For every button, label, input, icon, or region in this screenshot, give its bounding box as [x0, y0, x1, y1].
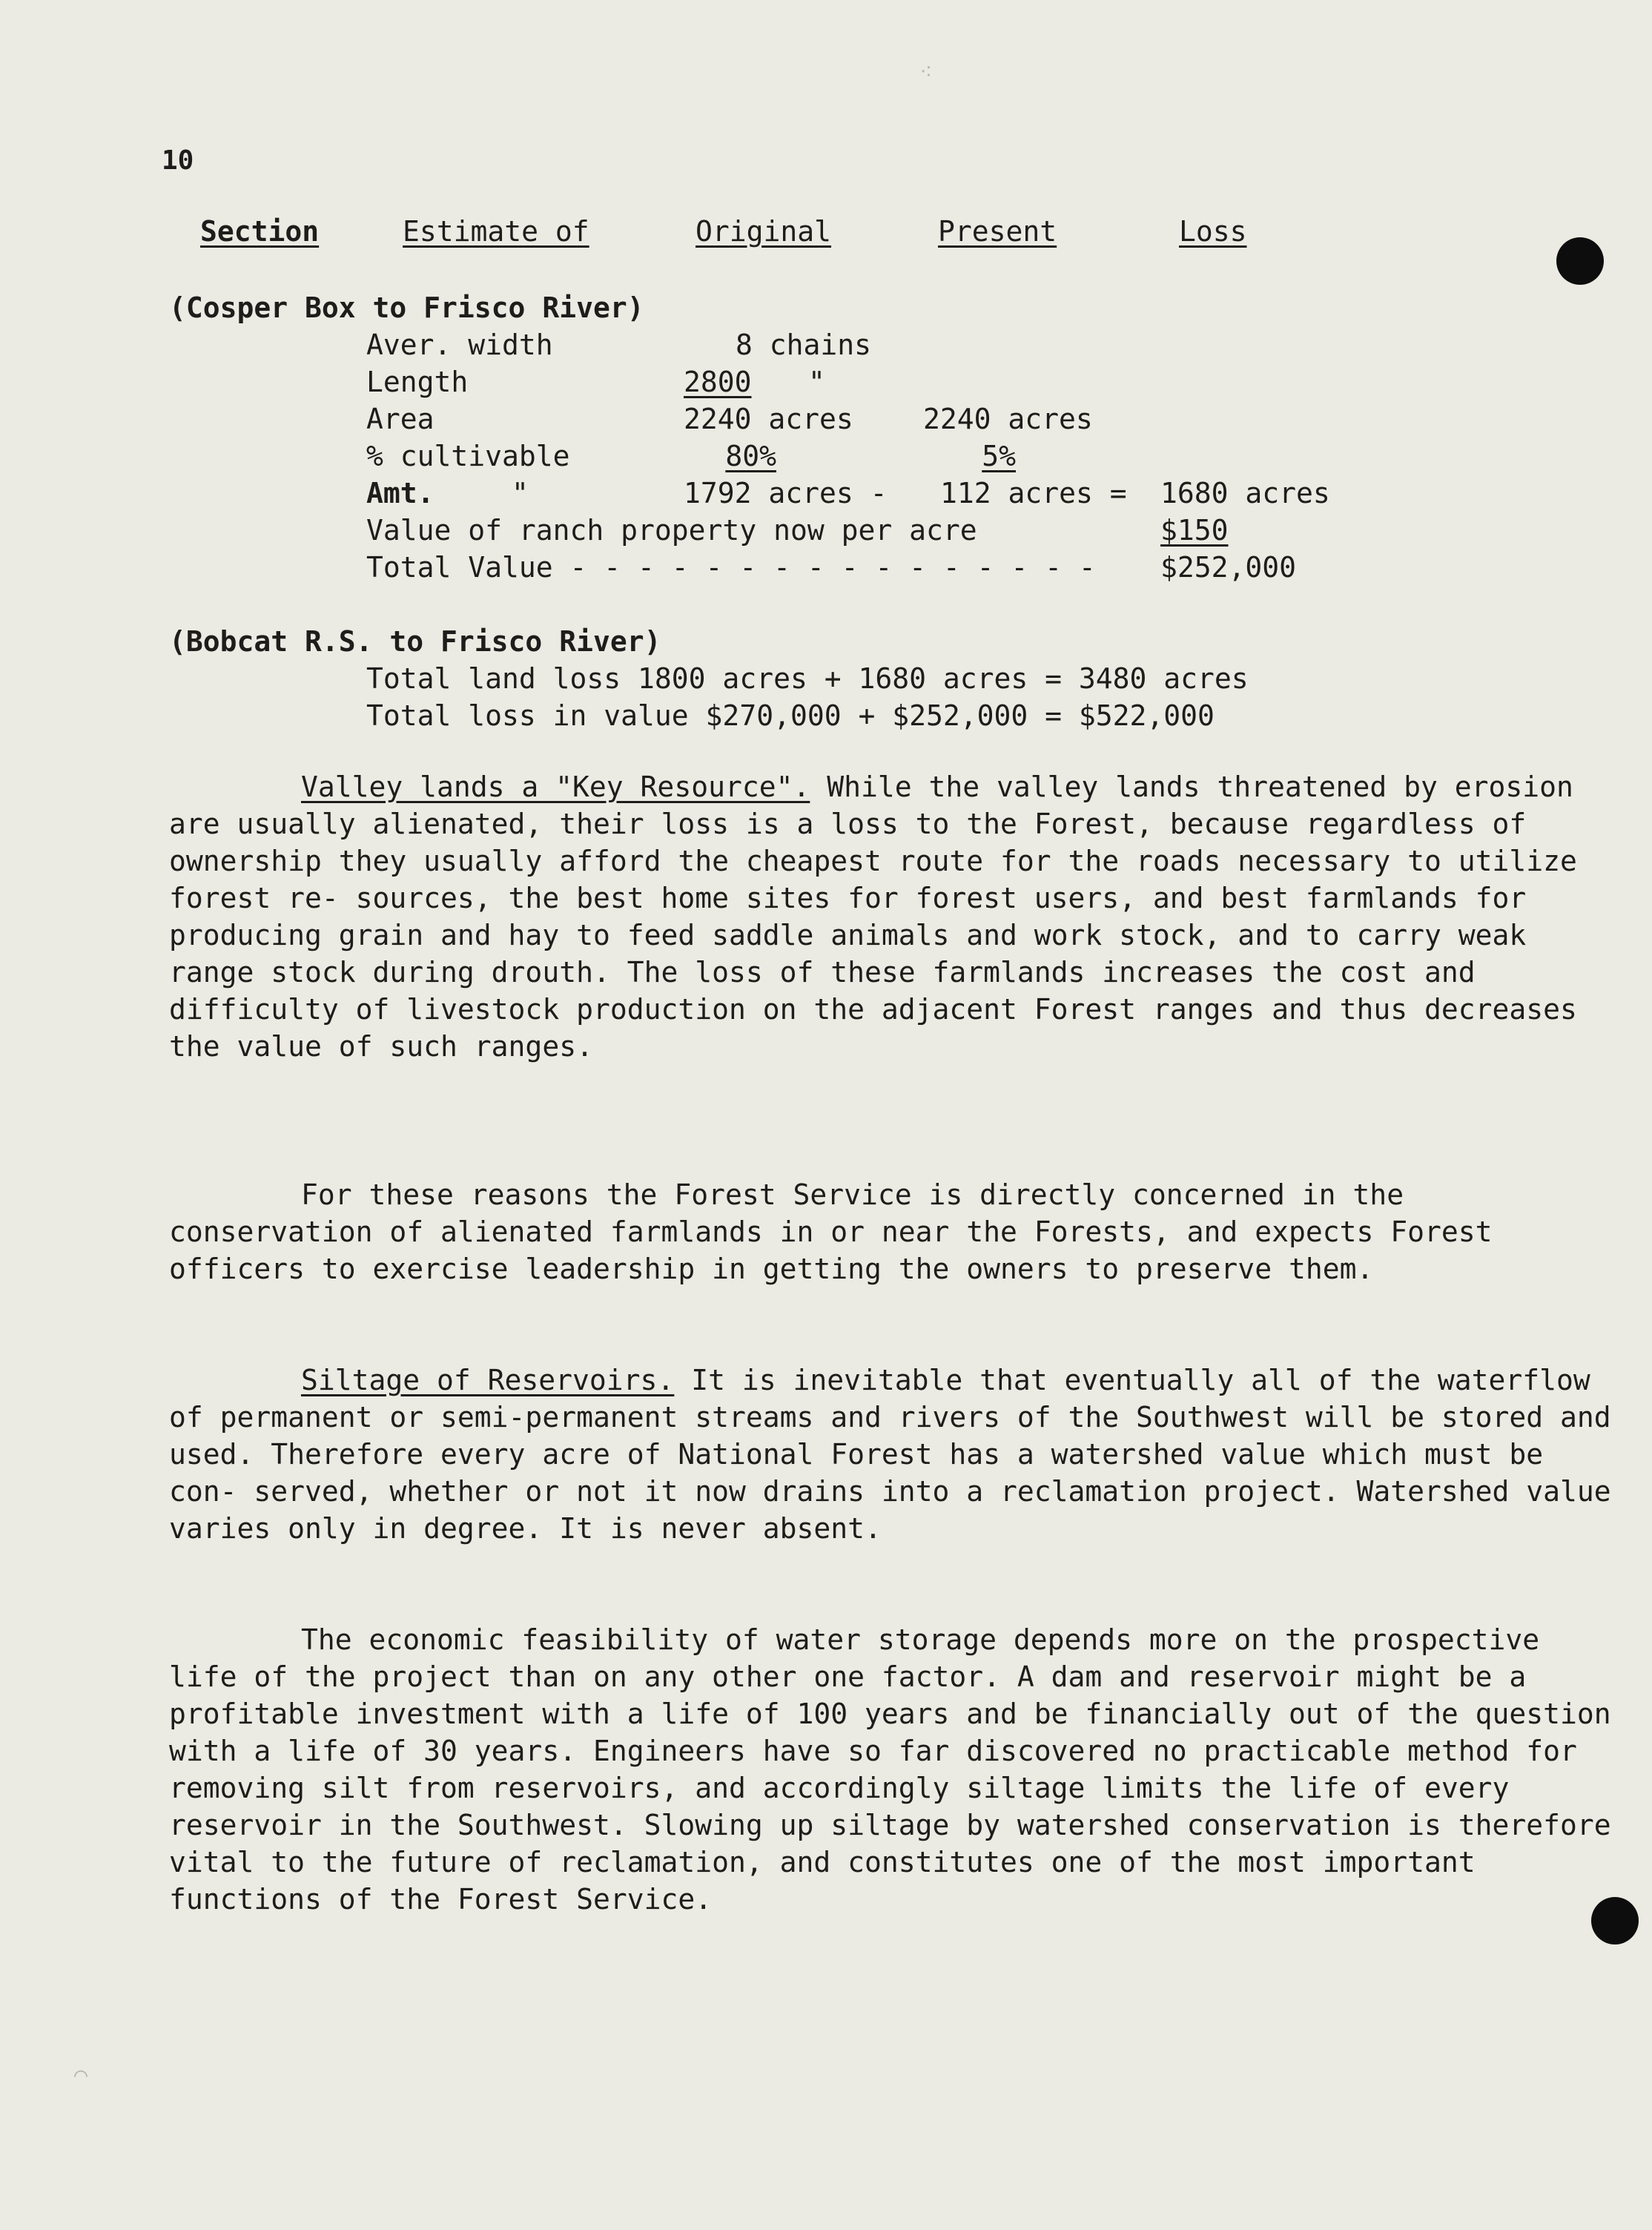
width-label: Aver. width [366, 329, 553, 361]
table1-title: (Cosper Box to Frisco River) [169, 291, 644, 324]
amount-ditto: " [512, 477, 529, 509]
width-value: 8 chains [736, 329, 872, 361]
paragraph-text: While the valley lands threatened by erosion are usually alienated, their loss is a loss to the Forest, because regardless of ownership they usually afford the cheapest route for the roads necessary to utilize forest re- sources, the best home sites for forest users, and best farmlands for producing grain and hay to feed saddle animals and work stock, and to carry weak range stock during drouth. The loss of these farmlands increases the cost and difficulty of livestock production on the adjacent Forest ranges and thus decreases the value of such ranges. [169, 771, 1577, 1063]
header-original: Original [696, 215, 832, 248]
paragraph-heading: Valley lands a "Key Resource". [301, 771, 810, 803]
length-value: 2800 [684, 366, 752, 398]
paragraph-text: The economic feasibility of water storage depends more on the prospective life of the project than on any other one factor. A dam and reservoir might be a profitable investment with a life of 100 years and be financially out of the question with a life of 30 years. Engineers have so far discovered no practicable method for removing silt from reservoirs, and accordingly siltage limits the life of every reservoir in the Southwest. Slowing up siltage by watershed conservation is therefore vital to the future of reclamation, and constitutes one of the most important functions of the Forest Service. [169, 1623, 1611, 1916]
paragraph-siltage [169, 1362, 1622, 1547]
cultivable-label: % cultivable [366, 440, 570, 472]
amount-loss: 1680 acres [1160, 477, 1330, 509]
value-loss: $150 [1160, 514, 1229, 547]
length-ditto: " [808, 366, 825, 398]
paragraph-valley-lands [169, 768, 1622, 1065]
table2-title: (Bobcat R.S. to Frisco River) [169, 625, 661, 658]
cultivable-present: 5% [982, 440, 1016, 472]
binder-hole-top [1556, 237, 1604, 285]
total-value-loss: $252,000 [1160, 551, 1297, 584]
area-present: 2240 acres [923, 403, 1093, 435]
area-original: 2240 acres [684, 403, 853, 435]
total-land-loss: Total land loss 1800 acres + 1680 acres = 3480 acres [366, 662, 1249, 695]
total-value-label: Total Value - - - - - - - - - - - - - - - - [366, 551, 1096, 584]
header-present: Present [938, 215, 1057, 248]
value-label: Value of ranch property now per acre [366, 514, 977, 547]
amount-label: Amt. [366, 477, 435, 509]
paper-mark: ⌒ [74, 2062, 88, 2088]
paragraph-forest-service [169, 1176, 1622, 1287]
header-estimate-of: Estimate of [403, 215, 589, 248]
paragraph-heading: Siltage of Reservoirs. [301, 1364, 675, 1396]
area-label: Area [366, 403, 435, 435]
paragraph-text: It is inevitable that eventually all of the waterflow of permanent or semi-permanent streams and rivers of the Southwest will be stored and used. Therefore every acre of National Forest has a watershed value which must be con- served, whether or not it now drains into a reclamation project. Watershed value varies only in degree. It is never absent. [169, 1364, 1611, 1545]
amount-present: 112 acres = [940, 477, 1127, 509]
amount-original: 1792 acres - [684, 477, 888, 509]
header-section: Section [200, 215, 320, 248]
paragraph-text: For these reasons the Forest Service is directly concerned in the conservation of alienated farmlands in or near the Forests, and expects Forest officers to exercise leadership in getting the owners to preserve them. [169, 1178, 1493, 1285]
page-number: 10 [162, 145, 194, 176]
length-label: Length [366, 366, 469, 398]
total-value-loss-combined: Total loss in value $270,000 + $252,000 = $522,000 [366, 699, 1215, 732]
paper-mark: ⁖ [919, 59, 933, 85]
header-loss: Loss [1179, 215, 1247, 248]
paragraph-economic-feasibility [169, 1621, 1622, 1918]
cultivable-original: 80% [725, 440, 776, 472]
